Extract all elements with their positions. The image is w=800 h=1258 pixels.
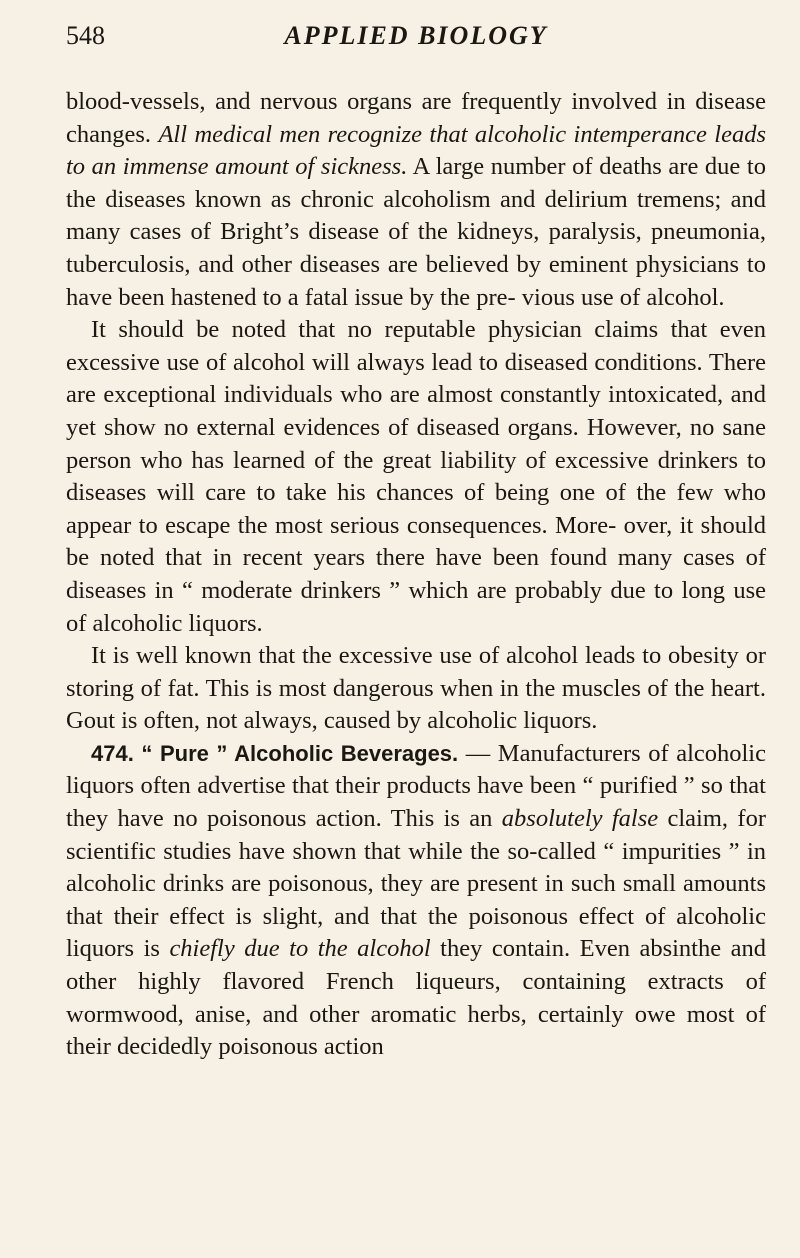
paragraph-4-text-b: claim, for scientific studies have shown that while the so-called “ impurities ” in alcoholic drinks are poisonous, they are present in such small amounts that their effect is slight, and that the poisonous effect of alcoholic liquors is	[66, 805, 766, 963]
page-number: 548	[66, 21, 105, 50]
running-head	[66, 18, 766, 62]
paragraph-1-italic: All medical men recognize that alcoholic intemperance leads to an immense amount of sickness.	[66, 120, 766, 181]
paragraph-4-text-c: they contain. Even absinthe and other highly flavored French liqueurs, containing extracts of wormwood, anise, and other aromatic herbs, certainly owe most of their decidedly poisonous action	[66, 935, 766, 1061]
paragraph-1-text-a: blood-vessels, and nervous organs are frequently involved in disease changes.	[66, 88, 766, 148]
book-page	[66, 18, 766, 1238]
section-number: 474.	[91, 740, 134, 766]
paragraph-1-text-b: A large number of deaths are due to the diseases known as chronic alcoholism and delirium tremens; and many cases of Bright’s disease of the kidneys, paralysis, pneumonia, tuberculosis, and other diseases are believed by eminent physicians to have been hastened to a fatal issue by the pre- vious use of alcohol.	[66, 153, 766, 311]
running-title: APPLIED BIOLOGY	[284, 21, 548, 50]
paragraph-3: It is well known that the excessive use of alcohol leads to obesity or storing of fat. This is most dangerous when in the muscles of the heart. Gout is often, not always, caused by alcoholic liquors.	[66, 642, 766, 735]
paragraph-4-italic-2: chiefly due to the alcohol	[169, 935, 431, 963]
paragraph-4-italic-1: absolutely false	[501, 805, 659, 833]
paragraph-4	[66, 738, 766, 1064]
body-text	[66, 86, 766, 1064]
section-heading: “ Pure ” Alcoholic Beverages.	[141, 740, 459, 766]
paragraph-4-text-a: — Manufacturers of alcoholic liquors often advertise that their products have been “ purified ” so that they have no poisonous action. This is an	[66, 739, 766, 833]
paragraph-2: It should be noted that no reputable physician claims that even excessive use of alcohol will always lead to diseased conditions. There are exceptional individuals who are almost constantly intoxicated, and yet show no external evidences of diseased organs. However, no sane person who has learned of the great liability of excessive drinkers to diseases will care to take his chances of being one of the few who appear to escape the most serious consequences. More- over, it should be noted that in recent years there have been found many cases of diseases in “ moderate drinkers ” which are probably due to long use of alcoholic liquors.	[66, 316, 766, 637]
paragraph-1	[66, 86, 766, 314]
